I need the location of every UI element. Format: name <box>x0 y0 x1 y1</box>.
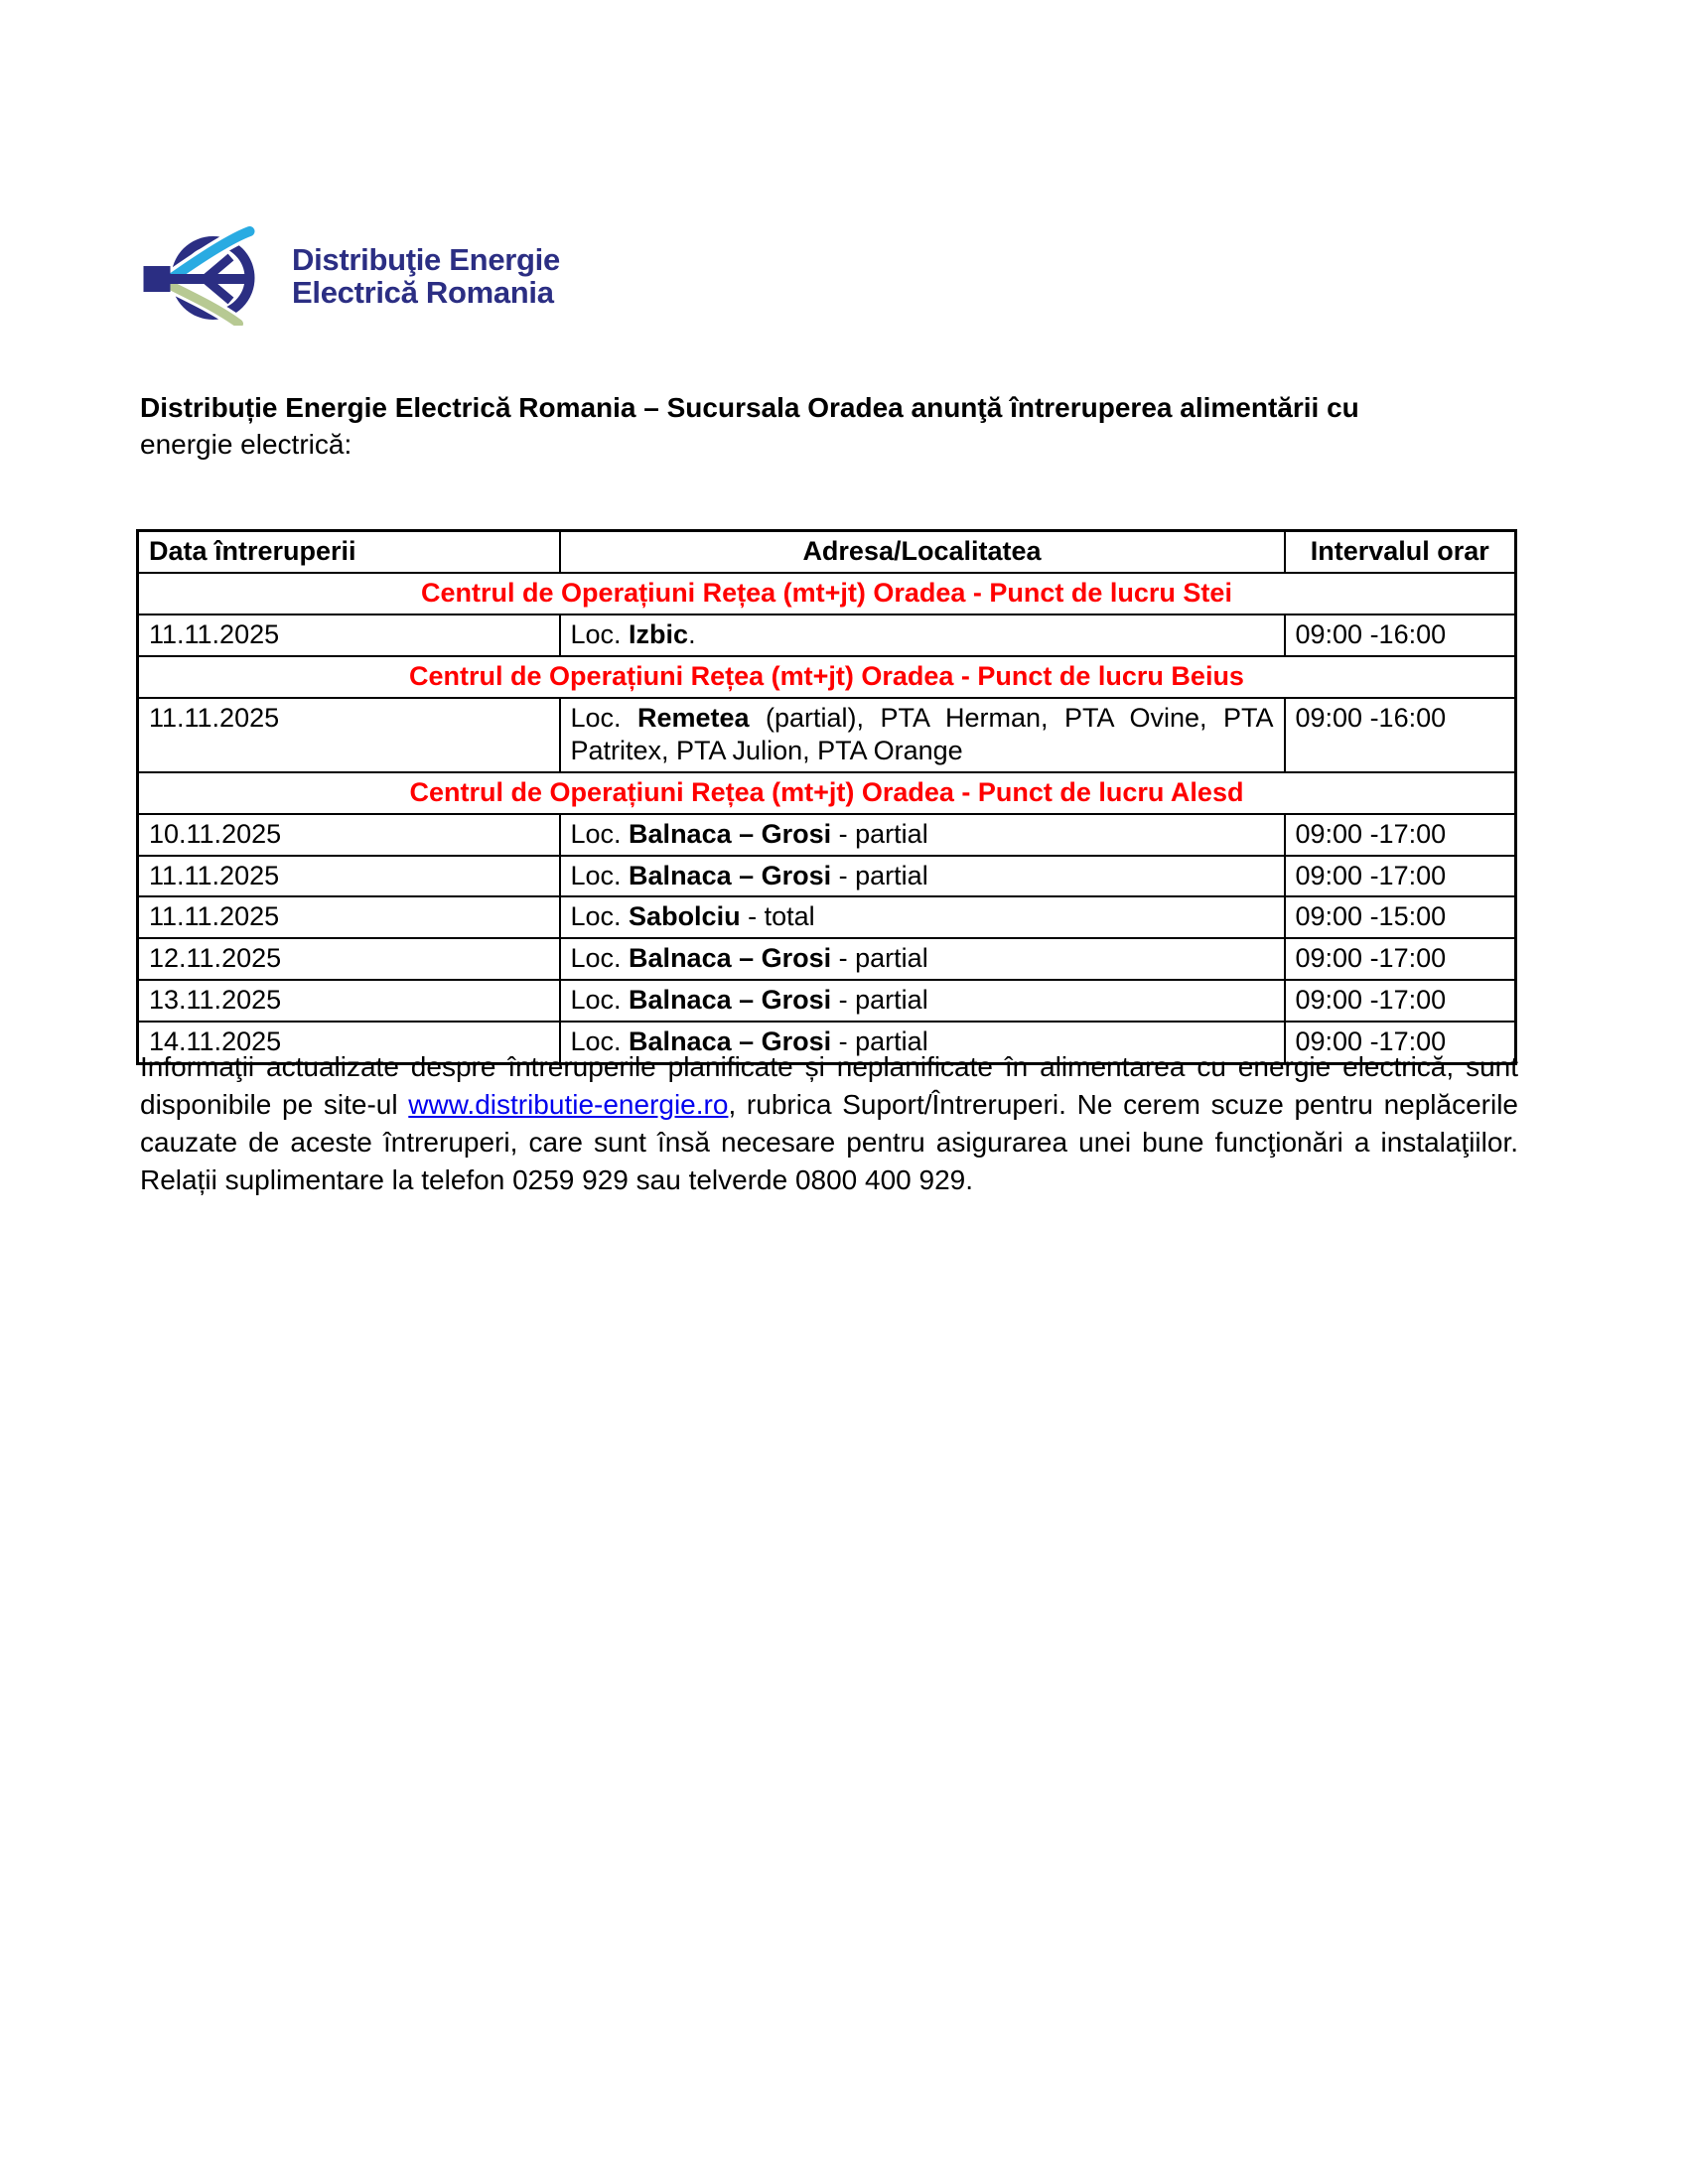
locality-name: Balnaca – Grosi <box>629 818 832 849</box>
column-header-interval: Intervalul orar <box>1285 531 1516 573</box>
info-paragraph <box>140 1048 1518 1199</box>
table-header-row <box>138 531 1516 573</box>
date-cell: 14.11.2025 <box>138 1022 560 1063</box>
locality-name: Remetea <box>637 702 750 733</box>
section-header-row <box>138 656 1516 698</box>
section-title-stei: Centrul de Operațiuni Rețea (mt+jt) Oradea - Punct de lucru Stei <box>138 573 1516 614</box>
date-cell: 13.11.2025 <box>138 980 560 1022</box>
date-cell: 11.11.2025 <box>138 614 560 656</box>
table-row <box>138 980 1516 1022</box>
address-cell <box>560 614 1285 656</box>
table-row <box>138 938 1516 980</box>
table-row <box>138 814 1516 856</box>
loc-suffix: - partial <box>831 943 928 974</box>
loc-suffix: - partial <box>831 860 928 890</box>
column-header-address: Adresa/Localitatea <box>560 531 1285 573</box>
address-cell <box>560 896 1285 938</box>
date-cell: 10.11.2025 <box>138 814 560 856</box>
locality-name: Balnaca – Grosi <box>629 943 832 974</box>
interval-cell: 09:00 -17:00 <box>1285 980 1516 1022</box>
interval-cell: 09:00 -15:00 <box>1285 896 1516 938</box>
info-text-after-link: , rubrica Suport/Întreruperi. Ne cerem scuze pentru neplăcerile cauzate de aceste întreruperi, care sunt însă necesare pentru asigurarea unei bune funcţionări a instalaţiilor. Relații suplimentare la telefon 0259 929 sau telverde 0800 400 929. <box>140 1089 1518 1196</box>
date-cell: 11.11.2025 <box>138 698 560 772</box>
company-logo-wordmark <box>292 243 560 310</box>
loc-suffix: - partial <box>831 1026 928 1057</box>
loc-suffix: - partial <box>831 818 928 849</box>
loc-prefix: Loc. <box>570 943 630 974</box>
section-header-row <box>138 772 1516 814</box>
locality-name: Balnaca – Grosi <box>629 1026 832 1057</box>
interval-cell: 09:00 -16:00 <box>1285 698 1516 772</box>
interval-cell: 09:00 -17:00 <box>1285 856 1516 897</box>
loc-prefix: Loc. <box>570 1026 630 1057</box>
locality-name: Balnaca – Grosi <box>629 860 832 890</box>
outage-schedule-table <box>136 529 1517 1065</box>
address-cell <box>560 980 1285 1022</box>
address-cell <box>560 814 1285 856</box>
website-link[interactable]: www.distributie-energie.ro <box>408 1089 729 1121</box>
table-row <box>138 698 1516 772</box>
address-cell <box>560 938 1285 980</box>
address-cell <box>560 698 1285 772</box>
loc-suffix: . <box>688 618 696 649</box>
locality-name: Sabolciu <box>629 901 741 932</box>
column-header-date: Data întreruperii <box>138 531 560 573</box>
interval-cell: 09:00 -17:00 <box>1285 814 1516 856</box>
interval-cell: 09:00 -17:00 <box>1285 938 1516 980</box>
loc-prefix: Loc. <box>570 985 630 1016</box>
loc-suffix: - total <box>740 901 815 932</box>
section-title-beius: Centrul de Operațiuni Rețea (mt+jt) Oradea - Punct de lucru Beius <box>138 656 1516 698</box>
company-logo <box>139 226 560 326</box>
announcement-heading <box>140 389 1530 463</box>
logo-wordmark-line2: Electrică Romania <box>292 275 554 310</box>
announcement-heading-bold: Distribuție Energie Electrică Romania – Sucursala Oradea anunţă întreruperea alimentării cu <box>140 392 1359 423</box>
section-header-row <box>138 573 1516 614</box>
locality-name: Balnaca – Grosi <box>629 985 832 1016</box>
loc-suffix: - partial <box>831 985 928 1016</box>
loc-prefix: Loc. <box>570 860 630 890</box>
loc-prefix: Loc. <box>570 818 630 849</box>
date-cell: 11.11.2025 <box>138 896 560 938</box>
loc-prefix: Loc. <box>570 901 630 932</box>
loc-suffix: (partial), PTA Herman, PTA Ovine, PTA Patritex, PTA Julion, PTA Orange <box>570 702 1274 765</box>
section-title-alesd: Centrul de Operațiuni Rețea (mt+jt) Oradea - Punct de lucru Alesd <box>138 772 1516 814</box>
interval-cell: 09:00 -17:00 <box>1285 1022 1516 1063</box>
logo-wordmark-line1: Distribuţie Energie <box>292 241 560 277</box>
table-row <box>138 896 1516 938</box>
interval-cell: 09:00 -16:00 <box>1285 614 1516 656</box>
date-cell: 12.11.2025 <box>138 938 560 980</box>
table-row <box>138 856 1516 897</box>
date-cell: 11.11.2025 <box>138 856 560 897</box>
info-text-before-link: Informaţii actualizate despre întreruperile planificate și neplanificate în alimentarea cu energie electrică, sunt disponibile pe site-ul <box>140 1051 1518 1121</box>
address-cell <box>560 856 1285 897</box>
table-row <box>138 614 1516 656</box>
locality-name: Izbic <box>629 618 689 649</box>
announcement-heading-regular: energie electrică: <box>140 429 352 461</box>
loc-prefix: Loc. <box>570 618 630 649</box>
loc-prefix: Loc. <box>570 702 637 733</box>
deer-circle-swoosh-logo-icon <box>139 226 278 326</box>
